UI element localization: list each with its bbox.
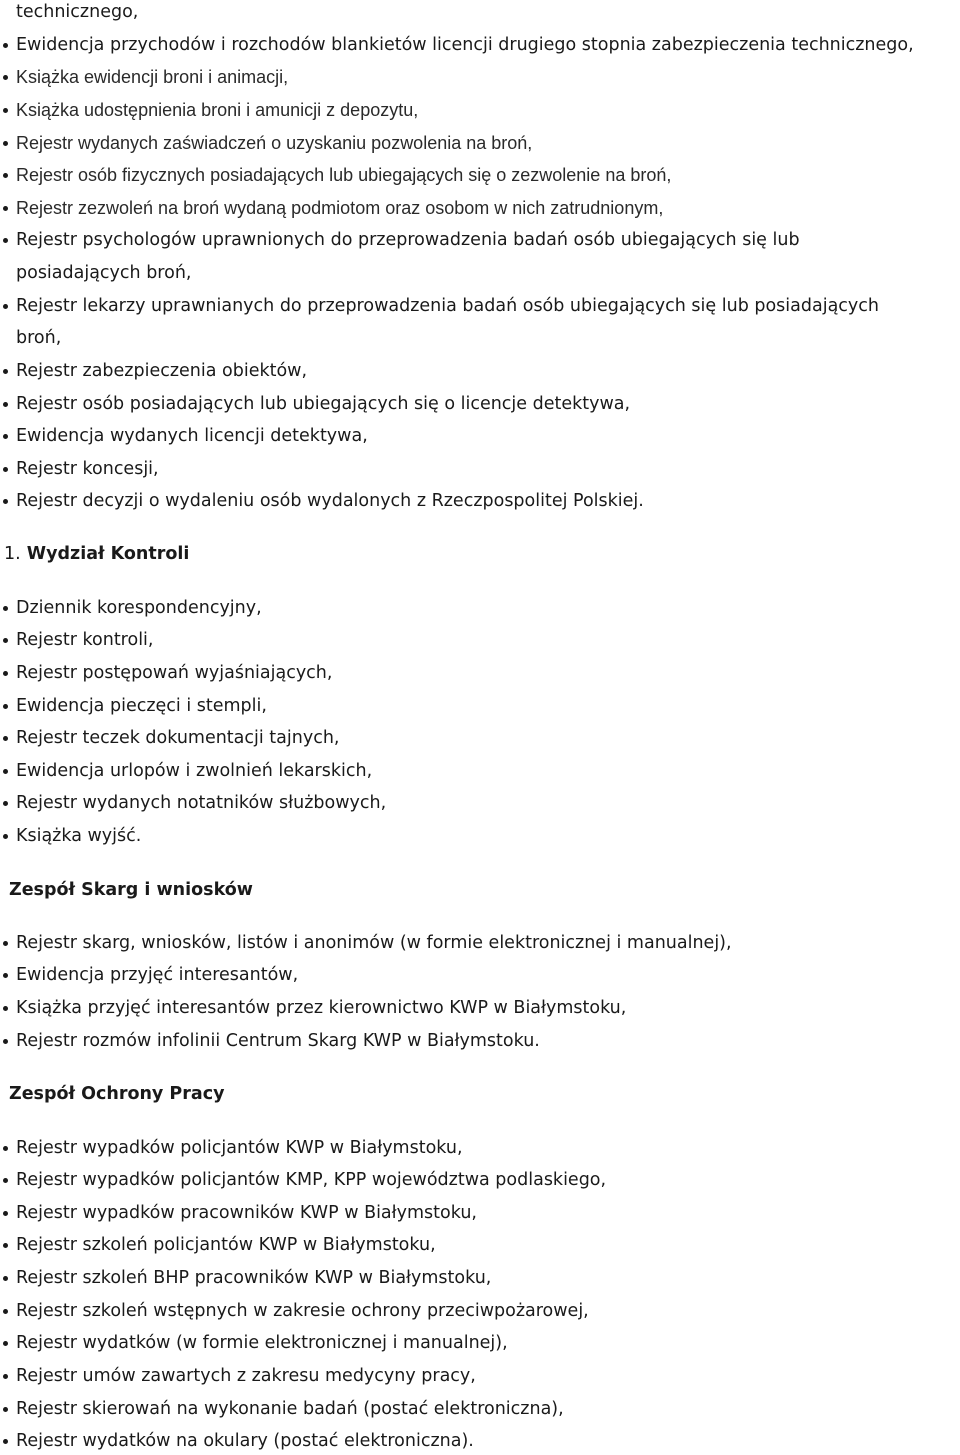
bullet-icon [3,1407,8,1412]
list-item [16,1332,508,1354]
list-item-text: Rejestr skierowań na wykonanie badań (postać elektroniczna), [16,1399,564,1419]
list-item-text: Rejestr zezwoleń na broń wydaną podmiotom oraz osobom w nich zatrudnionym, [16,198,664,218]
bullet-icon [3,141,8,146]
bullet-icon [3,173,8,178]
list-item [16,662,332,684]
bullet-icon [3,467,8,472]
list-item-text: Rejestr osób posiadających lub ubiegających się o licencje detektywa, [16,394,631,414]
list-item-text: Rejestr wypadków policjantów KMP, KPP województwa podlaskiego, [16,1170,607,1190]
list-item [16,695,267,717]
bullet-icon [3,1243,8,1248]
list-item [16,727,339,749]
list-item-text: Ewidencja pieczęci i stempli, [16,696,267,716]
list-item [16,1030,540,1052]
list-item [16,1430,474,1452]
list-item [16,425,368,447]
list-item-text: Rejestr rozmów infolinii Centrum Skarg KWP w Białymstoku. [16,1031,540,1051]
bullet-icon [3,402,8,407]
bullet-icon [3,834,8,839]
list-item-text: Książka przyjęć interesantów przez kierownictwo KWP w Białymstoku, [16,998,627,1018]
list-item-text: Rejestr koncesji, [16,459,159,479]
bullet-icon [3,1309,8,1314]
bullet-icon [3,704,8,709]
list-item-text: Rejestr kontroli, [16,630,154,650]
list-item-continuation: broń, [16,328,62,348]
bullet-icon [3,1178,8,1183]
bullet-icon [3,801,8,806]
list-item [16,360,307,382]
list-item [16,490,644,512]
bullet-icon [3,1341,8,1346]
list-item [16,1365,476,1387]
list-item-text: Rejestr decyzji o wydaleniu osób wydalonych z Rzeczpospolitej Polskiej. [16,491,644,511]
bullet-icon [3,1276,8,1281]
section-heading-kontroli [4,543,189,565]
list-item-text: Rejestr zabezpieczenia obiektów, [16,361,308,381]
section-heading-ochrona: Zespół Ochrony Pracy [9,1084,225,1104]
bullet-icon [3,499,8,504]
list-item-text: Rejestr wypadków policjantów KWP w Białymstoku, [16,1138,463,1158]
bullet-icon [3,606,8,611]
bullet-icon [3,434,8,439]
list-item [16,295,879,317]
list-item [16,997,626,1019]
list-item [16,932,732,954]
list-item-text: Rejestr wypadków pracowników KWP w Białymstoku, [16,1203,477,1223]
list-item [16,964,298,986]
list-item [16,1169,606,1191]
list-item-text: Rejestr wydanych zaświadczeń o uzyskaniu pozwolenia na broń, [16,133,533,153]
list-item [16,1300,589,1322]
list-item-text: Książka udostępnienia broni i amunicji z depozytu, [16,100,419,120]
list-item-text: Ewidencja przychodów i rozchodów blankietów licencji drugiego stopnia zabezpieczenia technicznego, [16,35,914,55]
list-item [16,197,663,219]
list-item-text: Rejestr wydatków (w formie elektronicznej i manualnej), [16,1333,508,1353]
list-item-text: Rejestr osób fizycznych posiadających lub ubiegających się o zezwolenie na broń, [16,165,672,185]
list-item-continuation: posiadających broń, [16,263,192,283]
list-item-text: Rejestr szkoleń policjantów KWP w Białymstoku, [16,1235,436,1255]
list-item-text: Rejestr postępowań wyjaśniających, [16,663,333,683]
list-item-text: Książka wyjść. [16,826,142,846]
list-item [16,132,532,154]
bullet-icon [3,638,8,643]
list-item-text: Rejestr lekarzy uprawnianych do przeprowadzenia badań osób ubiegających się lub posiadających [16,296,879,316]
bullet-icon [3,1039,8,1044]
list-item [16,760,372,782]
list-item-text: Rejestr wydatków na okulary (postać elektroniczna). [16,1431,474,1451]
bullet-icon [3,108,8,113]
list-item [16,458,159,480]
bullet-icon [3,1006,8,1011]
list-item-text: Rejestr szkoleń wstępnych w zakresie ochrony przeciwpożarowej, [16,1301,589,1321]
list-item [16,792,386,814]
bullet-icon [3,304,8,309]
list-item [16,66,288,88]
list-item [16,1398,564,1420]
list-item-text: Rejestr teczek dokumentacji tajnych, [16,728,340,748]
bullet-icon [3,75,8,80]
list-item [16,1234,436,1256]
list-item-text: Dziennik korespondencyjny, [16,598,262,618]
list-item-text: Rejestr umów zawartych z zakresu medycyny pracy, [16,1366,476,1386]
bullet-icon [3,736,8,741]
bullet-icon [3,1374,8,1379]
bullet-icon [3,206,8,211]
list-item [16,1202,477,1224]
section-title: Wydział Kontroli [26,544,190,564]
list-item [16,629,153,651]
list-item-text: Ewidencja przyjęć interesantów, [16,965,299,985]
bullet-icon [3,43,8,48]
list-item-text: Rejestr wydanych notatników służbowych, [16,793,387,813]
list-item [16,1137,463,1159]
list-item [16,164,671,186]
bullet-icon [3,1439,8,1444]
list-item [16,597,262,619]
bullet-icon [3,238,8,243]
list-item [16,229,800,251]
list-item [16,393,630,415]
text-fragment: technicznego, [16,2,139,22]
bullet-icon [3,769,8,774]
list-item [16,99,418,121]
bullet-icon [3,671,8,676]
list-item-text: Rejestr psychologów uprawnionych do przeprowadzenia badań osób ubiegających się lub [16,230,800,250]
list-item-text: Rejestr szkoleń BHP pracowników KWP w Białymstoku, [16,1268,492,1288]
bullet-icon [3,1146,8,1151]
list-item-text: Rejestr skarg, wniosków, listów i anonimów (w formie elektronicznej i manualnej), [16,933,732,953]
list-item [16,34,914,56]
bullet-icon [3,973,8,978]
list-item-text: Ewidencja wydanych licencji detektywa, [16,426,368,446]
list-item-text: Książka ewidencji broni i animacji, [16,67,289,87]
list-item [16,1267,491,1289]
list-item-text: Ewidencja urlopów i zwolnień lekarskich, [16,761,373,781]
bullet-icon [3,1211,8,1216]
bullet-icon [3,941,8,946]
list-item [16,825,141,847]
bullet-icon [3,369,8,374]
section-number: 1. [4,544,21,564]
section-heading-skargi: Zespół Skarg i wniosków [9,880,253,900]
